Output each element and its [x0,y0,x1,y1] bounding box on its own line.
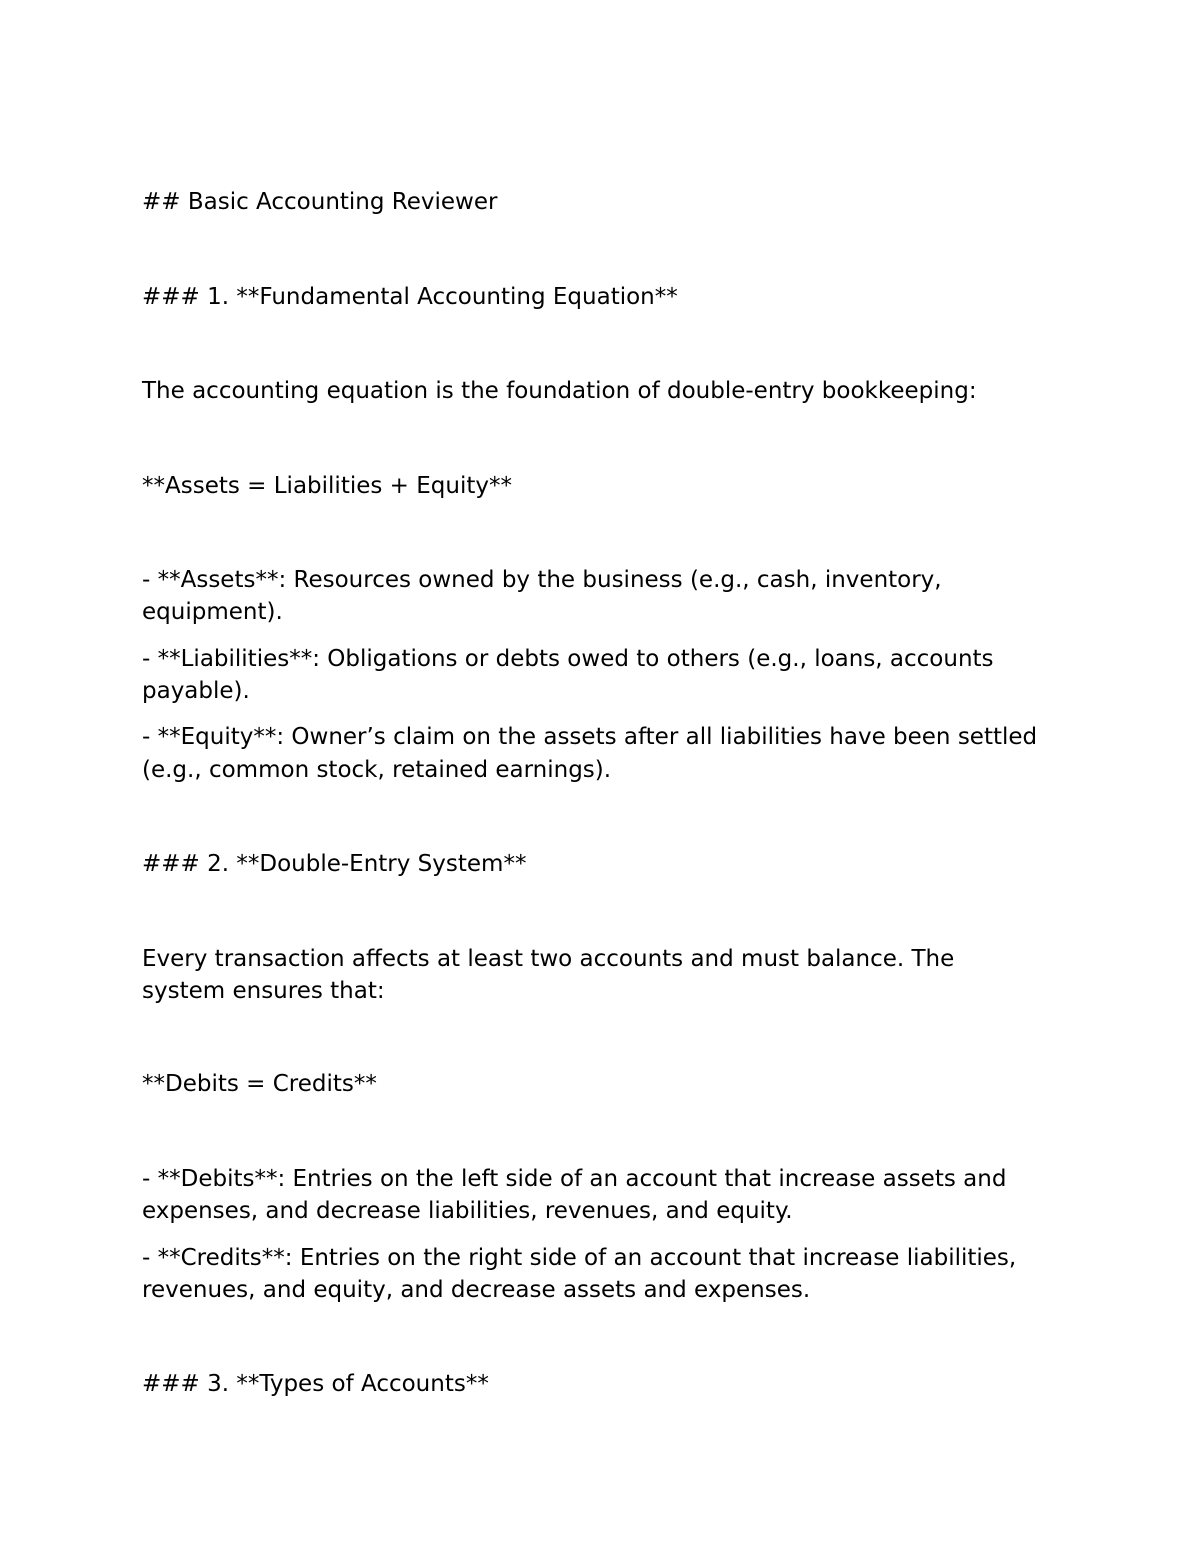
section-2-intro-line-2: system ensures that: [142,978,385,1004]
bullet-credits-line-1: - **Credits**: Entries on the right side of an account that increase liabilities, [142,1245,1017,1271]
bullet-assets-line-2: equipment). [142,599,283,625]
document-title: ## Basic Accounting Reviewer [142,189,498,215]
section-2-equation: **Debits = Credits** [142,1071,377,1097]
section-2-intro-line-1: Every transaction affects at least two accounts and must balance. The [142,946,955,972]
section-3-heading: ### 3. **Types of Accounts** [142,1371,489,1397]
bullet-debits-line-1: - **Debits**: Entries on the left side of an account that increase assets and [142,1166,1007,1192]
section-1-intro: The accounting equation is the foundation of double-entry bookkeeping: [142,378,977,404]
bullet-equity-line-1: - **Equity**: Owner’s claim on the assets after all liabilities have been settled [142,724,1038,750]
section-2-heading: ### 2. **Double-Entry System** [142,851,527,877]
bullet-credits-line-2: revenues, and equity, and decrease assets and expenses. [142,1277,811,1303]
section-1-heading: ### 1. **Fundamental Accounting Equation** [142,284,678,310]
bullet-debits-line-2: expenses, and decrease liabilities, revenues, and equity. [142,1198,793,1224]
bullet-equity-line-2: (e.g., common stock, retained earnings). [142,757,612,783]
bullet-assets-line-1: - **Assets**: Resources owned by the business (e.g., cash, inventory, [142,567,942,593]
section-1-equation: **Assets = Liabilities + Equity** [142,473,512,499]
bullet-liabilities-line-1: - **Liabilities**: Obligations or debts owed to others (e.g., loans, accounts [142,646,994,672]
bullet-liabilities-line-2: payable). [142,678,250,704]
